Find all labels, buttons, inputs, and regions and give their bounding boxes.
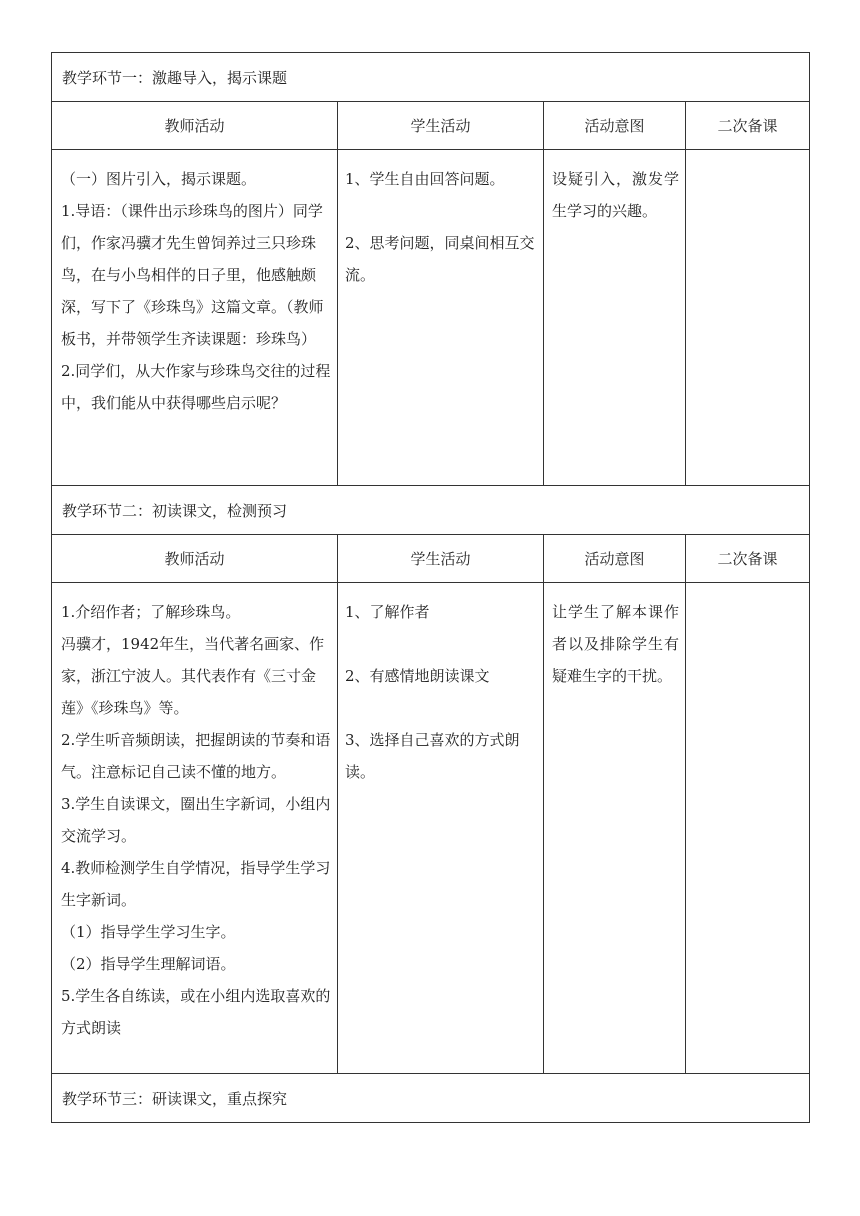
teacher-line: 冯骥才，1942年生，当代著名画家、作家，浙江宁波人。其代表作有《三寸金莲》《珍珠鸟》等。 (61, 635, 325, 717)
header-teacher: 教师活动 (52, 535, 338, 583)
section-row (52, 53, 810, 102)
student-line: 2、思考问题，同桌间相互交流。 (345, 234, 535, 284)
header-row (52, 535, 810, 583)
notes-cell (686, 150, 810, 486)
section-row (52, 1074, 810, 1123)
teacher-line: （2）指导学生理解词语。 (61, 955, 236, 973)
teacher-line: 3.学生自读课文，圈出生字新词，小组内交流学习。 (61, 795, 331, 845)
content-row (52, 583, 810, 1074)
header-student: 学生活动 (338, 535, 544, 583)
section-row (52, 486, 810, 535)
notes-cell (686, 583, 810, 1074)
content-row (52, 150, 810, 486)
teacher-line: 2.同学们，从大作家与珍珠鸟交往的过程中，我们能从中获得哪些启示呢？ (61, 362, 331, 412)
teacher-line: 2.学生听音频朗读，把握朗读的节奏和语气。注意标记自己读不懂的地方。 (61, 731, 331, 781)
teacher-line: （1）指导学生学习生字。 (61, 923, 236, 941)
teacher-line: 4.教师检测学生自学情况，指导学生学习生字新词。 (61, 859, 331, 909)
header-intent: 活动意图 (544, 102, 686, 150)
header-teacher: 教师活动 (52, 102, 338, 150)
header-notes: 二次备课 (686, 535, 810, 583)
intent-cell (544, 150, 686, 486)
teacher-activity-cell (52, 583, 338, 1074)
teacher-line: 5.学生各自练读，或在小组内选取喜欢的方式朗读 (61, 987, 331, 1037)
teacher-line: 1.导语：（课件出示珍珠鸟的图片）同学们，作家冯骥才先生曾饲养过三只珍珠鸟，在与小鸟相伴的日子里，他感触颇深，写下了《珍珠鸟》这篇文章。（教师板书，并带领学生齐读课题：珍珠鸟） (61, 202, 324, 348)
header-intent: 活动意图 (544, 535, 686, 583)
student-line: 2、有感情地朗读课文 (345, 667, 490, 685)
section-title: 教学环节二：初读课文，检测预习 (52, 486, 810, 535)
intent-text: 让学生了解本课作者以及排除学生有疑难生字的干扰。 (552, 603, 679, 685)
student-line: 3、选择自己喜欢的方式朗读。 (345, 731, 520, 781)
lesson-plan-table (51, 52, 810, 1123)
student-activity-cell (338, 583, 544, 1074)
intent-text: 设疑引入，激发学生学习的兴趣。 (552, 170, 679, 220)
teacher-line: （一）图片引入，揭示课题。 (61, 170, 257, 188)
teacher-line: 1.介绍作者；了解珍珠鸟。 (61, 603, 241, 621)
header-notes: 二次备课 (686, 102, 810, 150)
teacher-activity-cell (52, 150, 338, 486)
section-title: 教学环节一：激趣导入，揭示课题 (52, 53, 810, 102)
header-student: 学生活动 (338, 102, 544, 150)
header-row (52, 102, 810, 150)
student-line: 1、了解作者 (345, 603, 430, 621)
student-line: 1、学生自由回答问题。 (345, 170, 505, 188)
student-activity-cell (338, 150, 544, 486)
section-title: 教学环节三：研读课文，重点探究 (52, 1074, 810, 1123)
intent-cell (544, 583, 686, 1074)
